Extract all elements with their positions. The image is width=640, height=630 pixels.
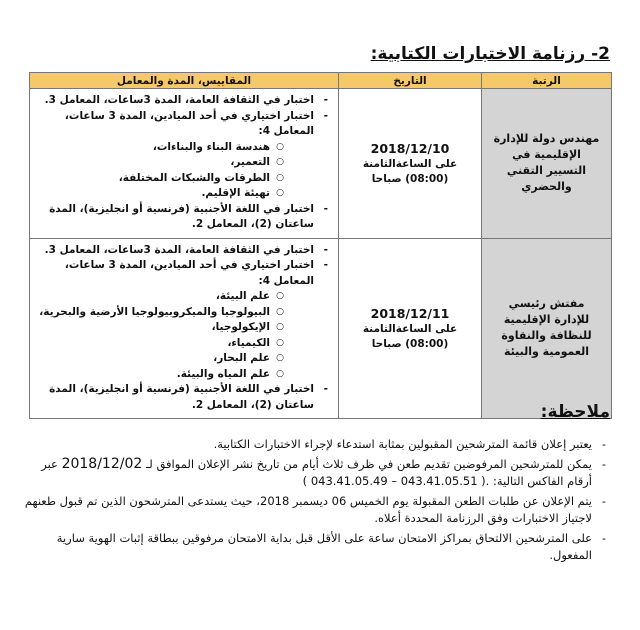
- option-item: ○ علم المياه والبيئة.: [36, 367, 284, 383]
- exam-schedule-table: [29, 72, 612, 419]
- option-item: ○ البيولوجيا والميكروبيولوجيا الأرضية والبحرية،: [36, 305, 284, 321]
- section-title: 2- رزنامة الاختبارات الكتابية:: [370, 44, 610, 64]
- option-item: ○ علم البحار،: [36, 351, 284, 367]
- notes-title: ملاحظة:: [540, 402, 610, 422]
- subject-item: [36, 109, 330, 202]
- exam-time-value: (08:00) صباحا: [371, 337, 449, 350]
- exam-time-label: على الساعةالثامنة: [362, 157, 458, 170]
- option-item: ○ الإيكولوجيا،: [36, 320, 284, 336]
- subject-item: [36, 258, 330, 382]
- option-list: [36, 140, 314, 202]
- note-item: - يتم الإعلان عن طلبات الطعن المقبولة يوم الخميس 06 ديسمبر 2018، حيث يستدعى المترشحون الذين تم قبول طعنهم لاجتياز الاختبارات وفق الرزنامة المحددة أعلاه.: [24, 493, 610, 527]
- header-subjects: المقاييس، المدة والمعامل: [30, 73, 339, 89]
- subject-item: - اختبار في اللغة الأجنبية (فرنسية أو انجليزية)، المدة ساعتان (2)، المعامل 2.: [36, 202, 330, 233]
- note-item: [24, 456, 610, 490]
- subjects-cell: [30, 238, 339, 419]
- note-text: يمكن للمترشحين المرفوضين تقديم طعن في ظرف ثلاث أيام من تاريخ نشر الإعلان الموافق لـ: [145, 457, 592, 471]
- subject-item: - اختبار في الثقافة العامة، المدة 3ساعات، المعامل 3.: [36, 93, 330, 109]
- option-item: ○ الطرقات والشبكات المختلفة،: [36, 171, 284, 187]
- subjects-cell: [30, 89, 339, 239]
- table-row: [30, 238, 612, 419]
- note-item: - على المترشحين الالتحاق بمراكز الامتحان ساعة على الأقل قبل بداية الامتحان مرفوقين ببطاقة إثبات الهوية سارية المفعول.: [24, 530, 610, 564]
- date-cell: [339, 238, 482, 419]
- date-cell: [339, 89, 482, 239]
- header-rank: الرتبة: [482, 73, 612, 89]
- option-item: ○ تهيئة الإقليم.: [36, 186, 284, 202]
- exam-date: 2018/12/10: [370, 140, 450, 156]
- option-item: ○ علم البيئة،: [36, 289, 284, 305]
- subject-item: - اختبار في اللغة الأجنبية (فرنسية أو انجليزية)، المدة ساعتان (2)، المعامل 2.: [36, 382, 330, 413]
- exam-time-value: (08:00) صباحا: [371, 172, 449, 185]
- subjects-list: [36, 93, 330, 233]
- subject-item: - اختبار في الثقافة العامة، المدة 3ساعات، المعامل 3.: [36, 243, 330, 259]
- subject-item-text: اختبار اختياري في أحد الميادين، المدة 3 ساعات، المعامل 4:: [64, 259, 314, 287]
- exam-time-label: على الساعةالثامنة: [362, 322, 458, 335]
- rank-cell: مهندس دولة للإدارة الإقليمية في التسيير التقني والحضري: [482, 89, 612, 239]
- option-item: ○ الكيمياء،: [36, 336, 284, 352]
- option-item: ○ هندسة البناء والبناءات،: [36, 140, 284, 156]
- fax-numbers: ( 043.41.05.49 – 043.41.05.51 ).: [302, 474, 490, 488]
- exam-date: 2018/12/11: [370, 305, 450, 321]
- note-item: - يعتبر إعلان قائمة المترشحين المقبولين بمثابة استدعاء لإجراء الاختبارات الكتابية.: [24, 436, 610, 453]
- notes-list: [24, 436, 610, 567]
- option-item: ○ التعمير،: [36, 155, 284, 171]
- rank-cell: مفتش رئيسي للإدارة الإقليمية للنظافة والنقاوة العمومية والبيئة: [482, 238, 612, 419]
- header-date: التاريخ: [339, 73, 482, 89]
- note-text: عبر أرقام الفاكس التالية:: [41, 457, 592, 488]
- table-header-row: [30, 73, 612, 89]
- announcement-date: 2018/12/02: [61, 456, 143, 472]
- option-list: [36, 289, 314, 382]
- subjects-list: [36, 243, 330, 414]
- table-row: [30, 89, 612, 239]
- subject-item-text: اختبار اختياري في أحد الميادين، المدة 3 ساعات، المعامل 4:: [64, 109, 314, 137]
